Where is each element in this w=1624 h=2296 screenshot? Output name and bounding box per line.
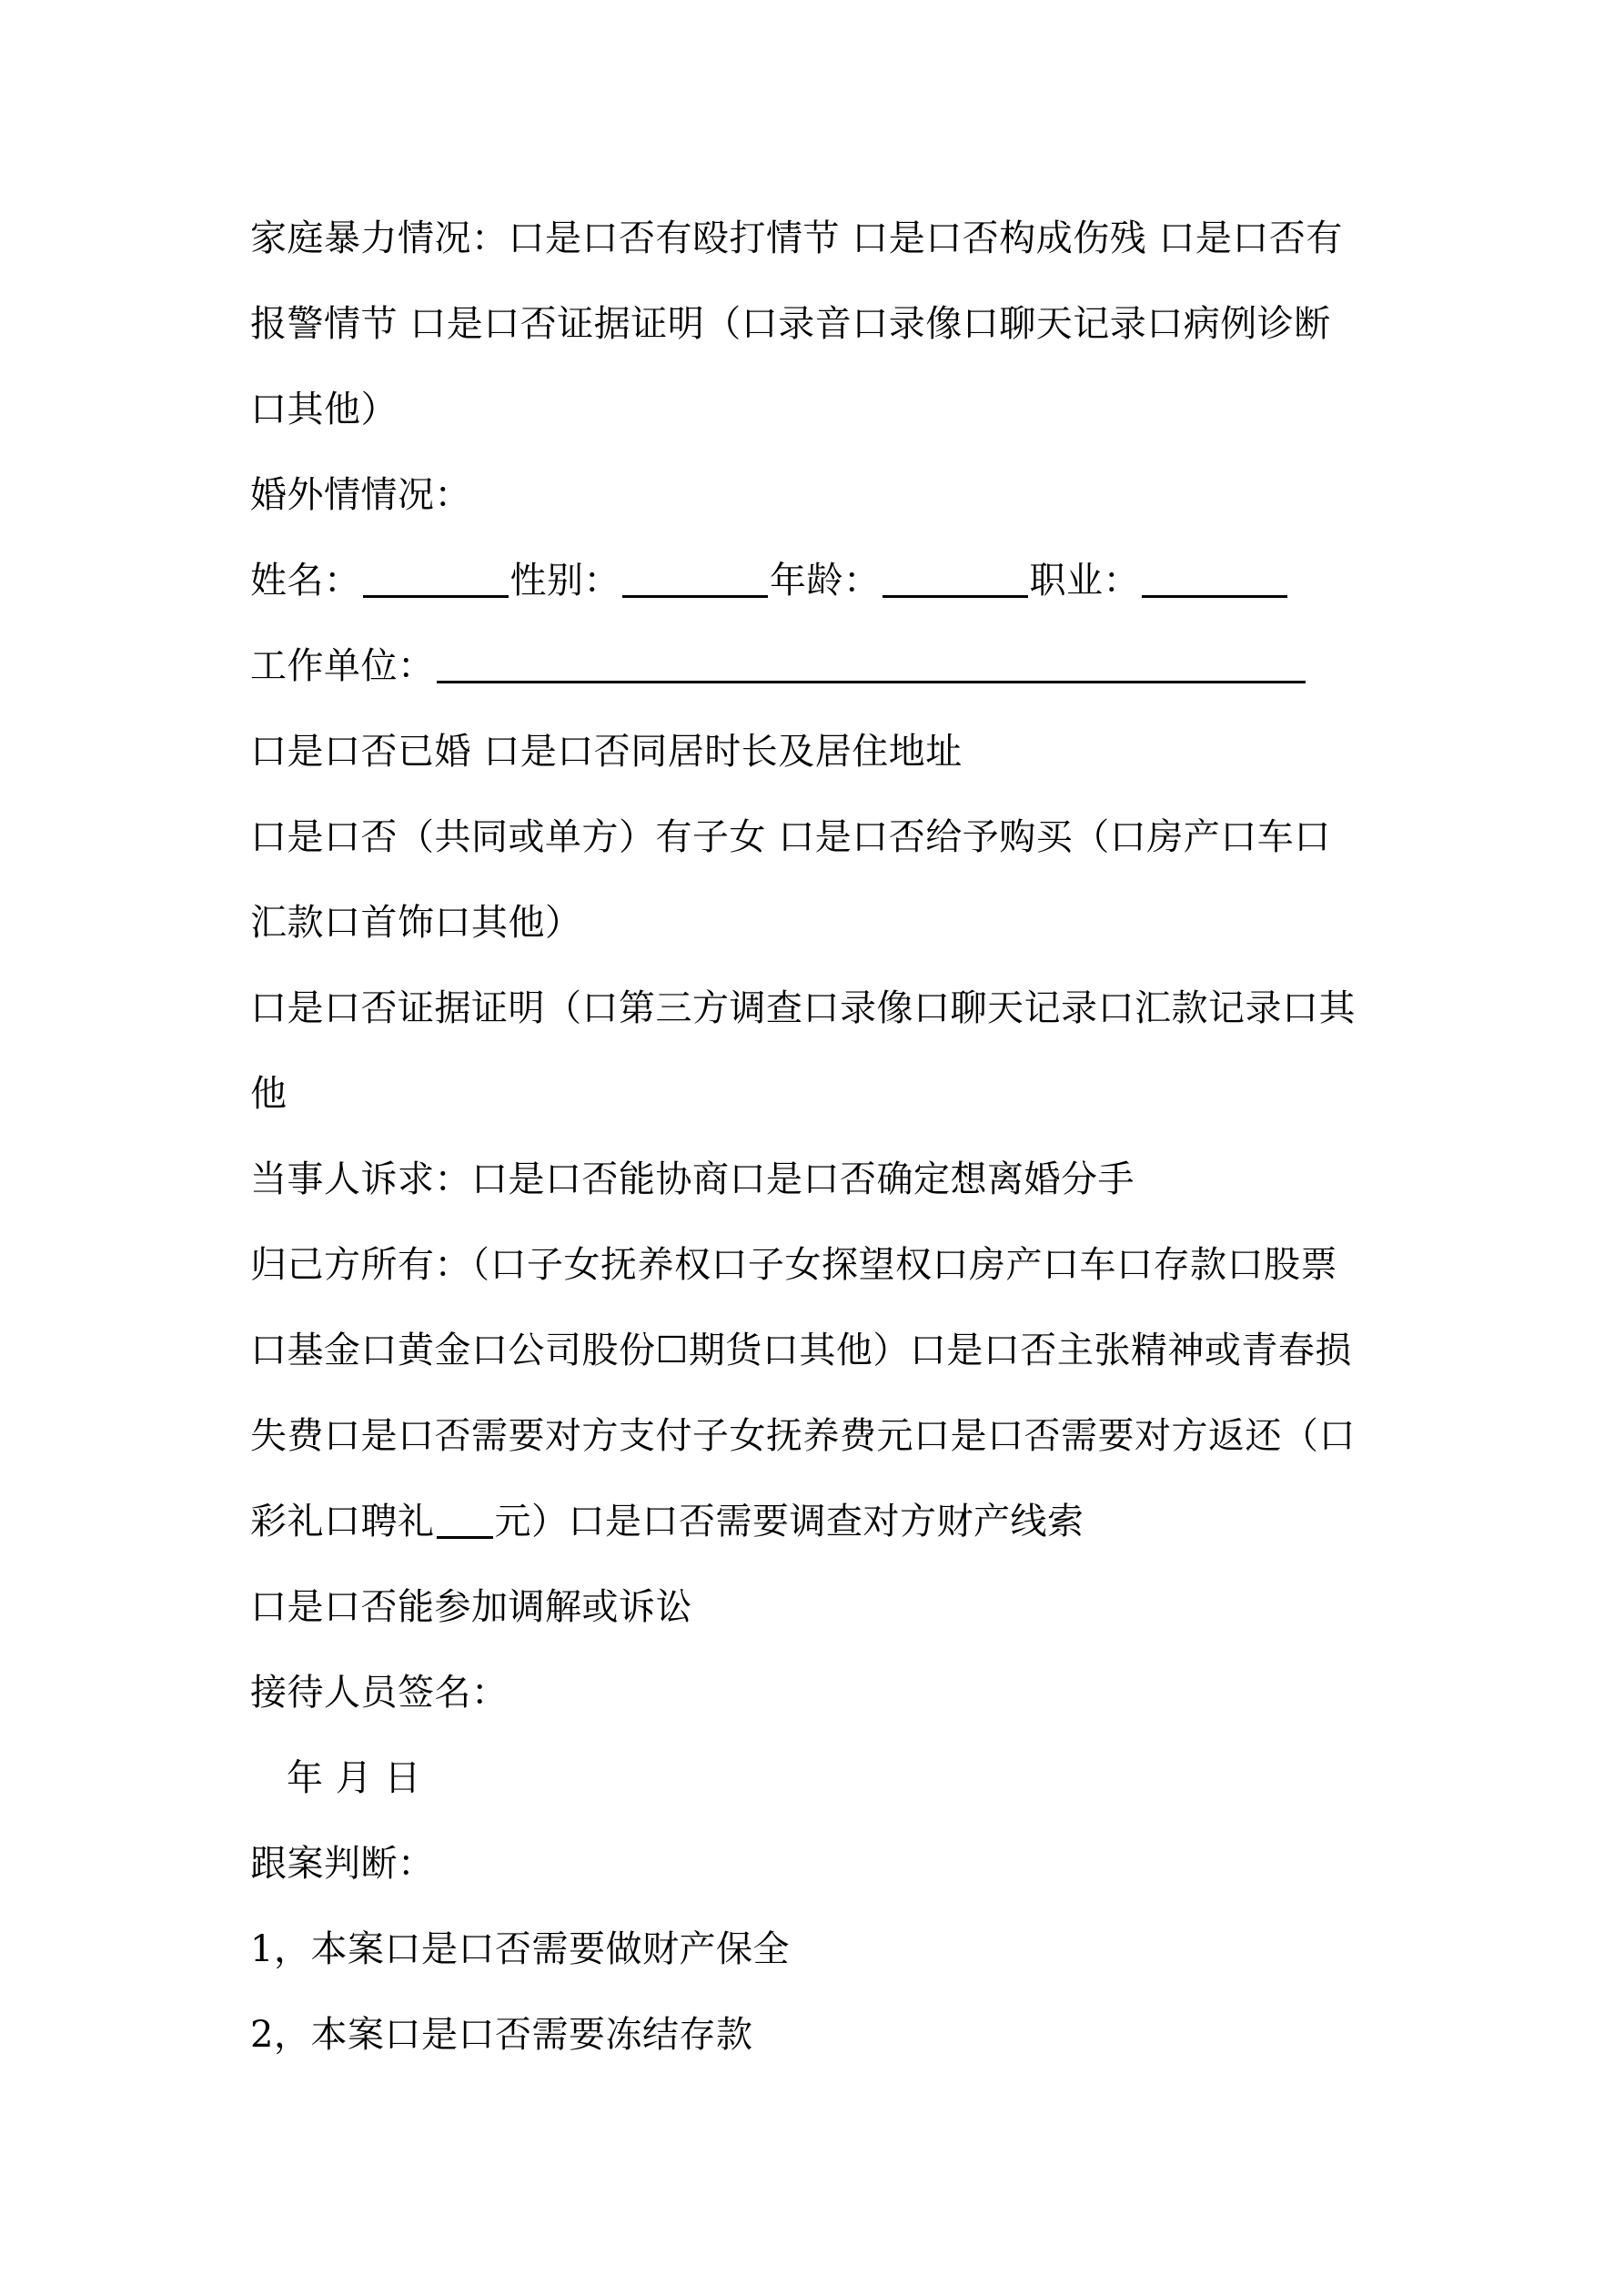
domestic-violence-line-3: 口其他） (250, 389, 398, 430)
claims-line-4: 失费口是口否需要对方支付子女抚养费元口是口否需要对方返还（口 (250, 1415, 1356, 1457)
claims-line-2: 归己方所有：（口子女抚养权口子女探望权口房产口车口存款口股票 (250, 1244, 1337, 1286)
affair-children-line-1: 口是口否（共同或单方）有子女 口是口否给予购买（口房产口车口 (250, 816, 1331, 858)
follow-up-heading: 跟案判断： (250, 1843, 435, 1885)
affair-evidence-line-1: 口是口否证据证明（口第三方调查口录像口聊天记录口汇款记录口其 (250, 987, 1356, 1029)
date-line: 年 月 日 (287, 1757, 421, 1799)
domestic-violence-line-2: 报警情节 口是口否证据证明（口录音口录像口聊天记录口病例诊断 (250, 303, 1331, 345)
follow-up-item-1: 1，本案口是口否需要做财产保全 (250, 1928, 790, 1970)
signature-label: 接待人员签名： (250, 1672, 509, 1714)
property-clue-text: 元）口是口否需要调查对方财产线索 (494, 1501, 1084, 1542)
job-blank[interactable] (1142, 553, 1287, 598)
claims-line-5 (250, 1479, 1397, 1564)
claims-line-6: 口是口否能参加调解或诉讼 (250, 1586, 692, 1628)
age-label: 年龄： (770, 560, 881, 602)
betrothal-amount-blank[interactable] (437, 1494, 493, 1539)
follow-up-item-2: 2，本案口是口否需要冻结存款 (250, 2014, 753, 2056)
affair-basic-info-row (250, 538, 1397, 623)
age-blank[interactable] (883, 553, 1028, 598)
name-label: 姓名： (250, 560, 361, 602)
name-blank[interactable] (363, 553, 509, 598)
workplace-label: 工作单位： (250, 645, 435, 687)
gender-blank[interactable] (622, 553, 768, 598)
affair-married-line: 口是口否已婚 口是口否同居时长及居住地址 (250, 731, 963, 773)
affair-evidence-line-2: 他 (250, 1073, 287, 1115)
claims-line-1: 当事人诉求：口是口否能协商口是口否确定想离婚分手 (250, 1158, 1135, 1200)
affair-children-line-2: 汇款口首饰口其他） (250, 902, 582, 944)
affair-heading: 婚外情情况： (250, 474, 471, 516)
domestic-violence-line-1: 家庭暴力情况：口是口否有殴打情节 口是口否构成伤残 口是口否有 (250, 217, 1343, 259)
job-label: 职业： (1029, 560, 1140, 602)
workplace-blank[interactable] (437, 639, 1306, 683)
betrothal-gift-text: 彩礼口聘礼 (250, 1501, 435, 1542)
gender-label: 性别： (509, 560, 620, 602)
workplace-row (250, 623, 1397, 709)
claims-line-3: 口基金口黄金口公司股份☐期货口其他）口是口否主张精神或青春损 (250, 1330, 1352, 1371)
document-body (250, 196, 1397, 2078)
